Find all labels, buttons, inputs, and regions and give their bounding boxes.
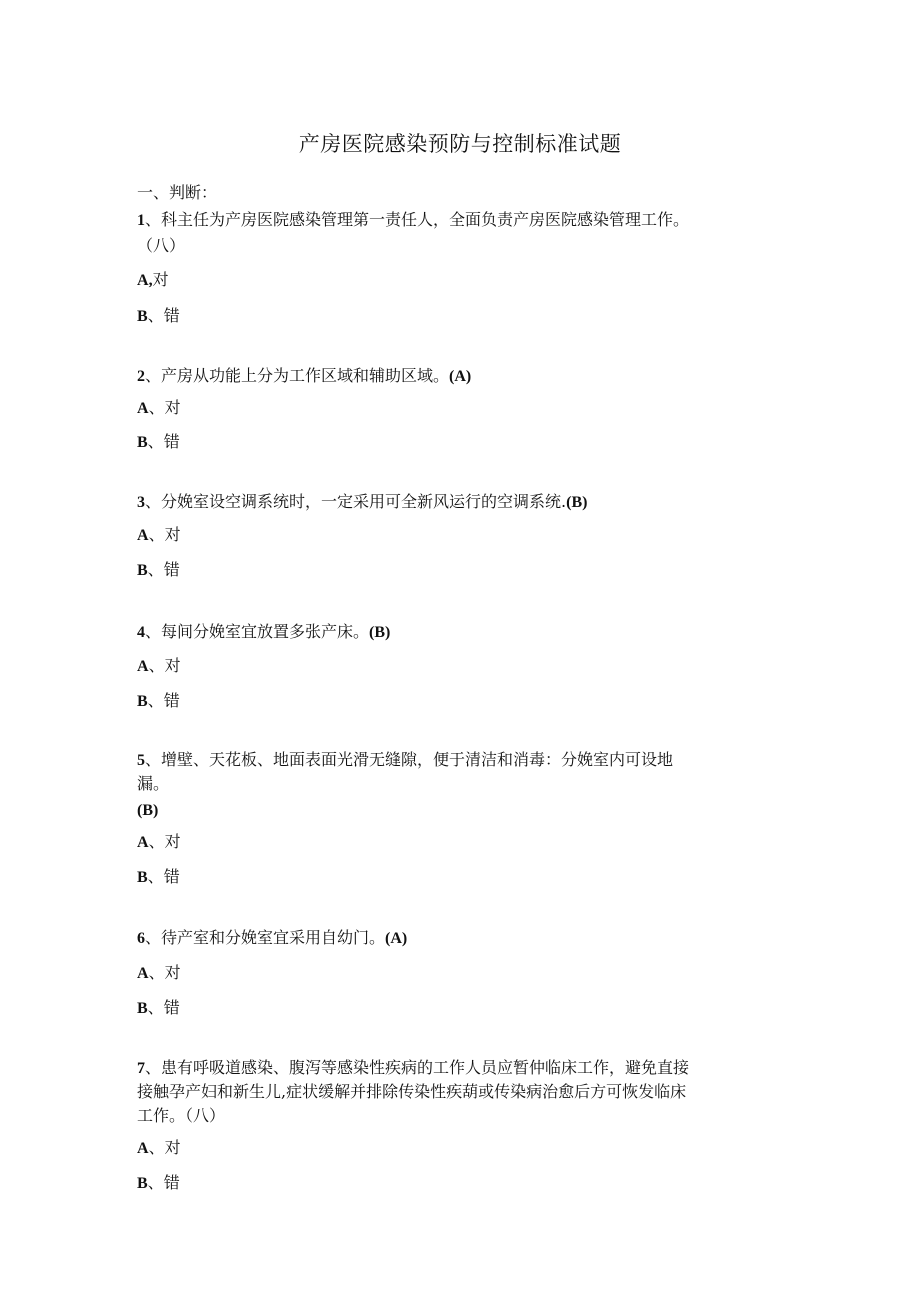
option-letter: B: [137, 562, 148, 579]
option-separator: 、: [147, 998, 164, 1017]
question-5-option-b: [137, 865, 180, 890]
question-number: 7: [137, 1060, 145, 1077]
question-answer: (B): [369, 624, 391, 641]
question-text: 分娩室设空调系统时，一定采用可全新风运行的空调系统.: [161, 492, 567, 511]
option-separator: 、: [148, 398, 165, 417]
question-number: 5: [137, 752, 145, 769]
question-1-option-a: [137, 268, 169, 293]
option-text: 对: [164, 963, 181, 982]
question-text: 患有呼吸道感染、腹泻等感染性疾病的工作人员应暂仲临床工作，避免直接: [161, 1058, 690, 1077]
question-separator: 、: [145, 622, 162, 641]
option-separator: 、: [148, 1138, 165, 1157]
option-letter: A: [137, 834, 149, 851]
option-letter: B: [137, 693, 148, 710]
document-title: 产房医院感染预防与控制标准试题: [298, 132, 622, 156]
question-text: （八）: [137, 236, 186, 255]
option-letter: B: [137, 1000, 148, 1017]
question-text: 工作。（八）: [137, 1106, 226, 1125]
question-text: 漏。: [137, 774, 170, 793]
question-7-line-3: [137, 1104, 225, 1128]
option-letter: A: [137, 658, 149, 675]
question-number: 2: [137, 368, 145, 385]
option-text: 对: [164, 1138, 181, 1157]
question-3-option-a: [137, 523, 181, 548]
question-answer: (B): [137, 802, 159, 819]
option-letter: B: [137, 434, 148, 451]
option-separator: 、: [148, 963, 165, 982]
option-text: 错: [163, 306, 180, 325]
option-text: 错: [163, 691, 180, 710]
option-text: 对: [164, 525, 181, 544]
section-heading: 一、判断：: [137, 183, 218, 202]
question-text: 科主任为产房医院感染管理第一责任人，全面负责产房医院感染管理工作。: [161, 210, 690, 229]
option-text: 错: [163, 998, 180, 1017]
option-separator: 、: [148, 525, 165, 544]
option-text: 对: [152, 270, 169, 289]
question-text: 产房从功能上分为工作区域和辅助区域。: [161, 366, 450, 385]
question-5-answer-line: [137, 798, 158, 823]
question-6-line-1: [137, 926, 407, 951]
question-3-line-1: [137, 490, 587, 515]
question-4-option-b: [137, 689, 180, 714]
option-text: 错: [163, 432, 180, 451]
question-answer: (A): [449, 368, 472, 385]
question-5-option-a: [137, 830, 181, 855]
option-text: 对: [164, 398, 181, 417]
question-text: 增壁、天花板、地面表面光滑无缝隙，便于清洁和消毒：分娩室内可设地: [161, 750, 674, 769]
option-letter: A: [137, 272, 149, 289]
option-letter: B: [137, 308, 148, 325]
question-7-option-b: [137, 1171, 180, 1196]
option-separator: 、: [147, 432, 164, 451]
option-text: 错: [163, 1173, 180, 1192]
question-2-option-a: [137, 396, 181, 421]
question-2-line-1: [137, 364, 471, 389]
question-text: 接触孕产妇和新生儿,症状缓解并排除传染性疾葫或传染病治愈后方可恢发临床: [137, 1082, 687, 1101]
question-4-option-a: [137, 654, 181, 679]
option-separator: 、: [147, 306, 164, 325]
question-number: 1: [137, 212, 145, 229]
option-letter: B: [137, 869, 148, 886]
option-letter: A: [137, 965, 149, 982]
option-letter: A: [137, 1140, 149, 1157]
question-separator: 、: [145, 366, 162, 385]
question-text: 每间分娩室宜放置多张产床。: [161, 622, 370, 641]
question-answer: (A): [385, 930, 408, 947]
question-number: 6: [137, 930, 145, 947]
option-letter: B: [137, 1175, 148, 1192]
question-number: 4: [137, 624, 145, 641]
option-text: 错: [163, 560, 180, 579]
question-2-option-b: [137, 430, 180, 455]
option-text: 对: [164, 656, 181, 675]
option-letter: A: [137, 527, 149, 544]
question-separator: 、: [145, 750, 162, 769]
option-separator: 、: [148, 832, 165, 851]
question-7-option-a: [137, 1136, 181, 1161]
question-3-option-b: [137, 558, 180, 583]
option-text: 对: [164, 832, 181, 851]
question-1-line-2: [137, 234, 185, 258]
question-number: 3: [137, 494, 145, 511]
question-6-option-b: [137, 996, 180, 1021]
option-separator: 、: [147, 560, 164, 579]
question-separator: 、: [145, 1058, 162, 1077]
question-separator: 、: [145, 210, 162, 229]
question-7-line-2: [137, 1080, 686, 1104]
question-4-line-1: [137, 620, 390, 645]
question-7-line-1: [137, 1056, 689, 1081]
question-5-line-2: [137, 772, 169, 796]
question-separator: 、: [145, 492, 162, 511]
option-separator: ,: [148, 272, 153, 289]
option-separator: 、: [148, 656, 165, 675]
option-text: 错: [163, 867, 180, 886]
question-6-option-a: [137, 961, 181, 986]
option-separator: 、: [147, 867, 164, 886]
option-letter: A: [137, 400, 149, 417]
option-separator: 、: [147, 1173, 164, 1192]
question-answer: (B): [566, 494, 588, 511]
question-5-line-1: [137, 748, 673, 773]
question-text: 待产室和分娩室宜采用自幼门。: [161, 928, 386, 947]
question-1-line-1: [137, 208, 689, 233]
question-separator: 、: [145, 928, 162, 947]
question-1-option-b: [137, 304, 180, 329]
option-separator: 、: [147, 691, 164, 710]
